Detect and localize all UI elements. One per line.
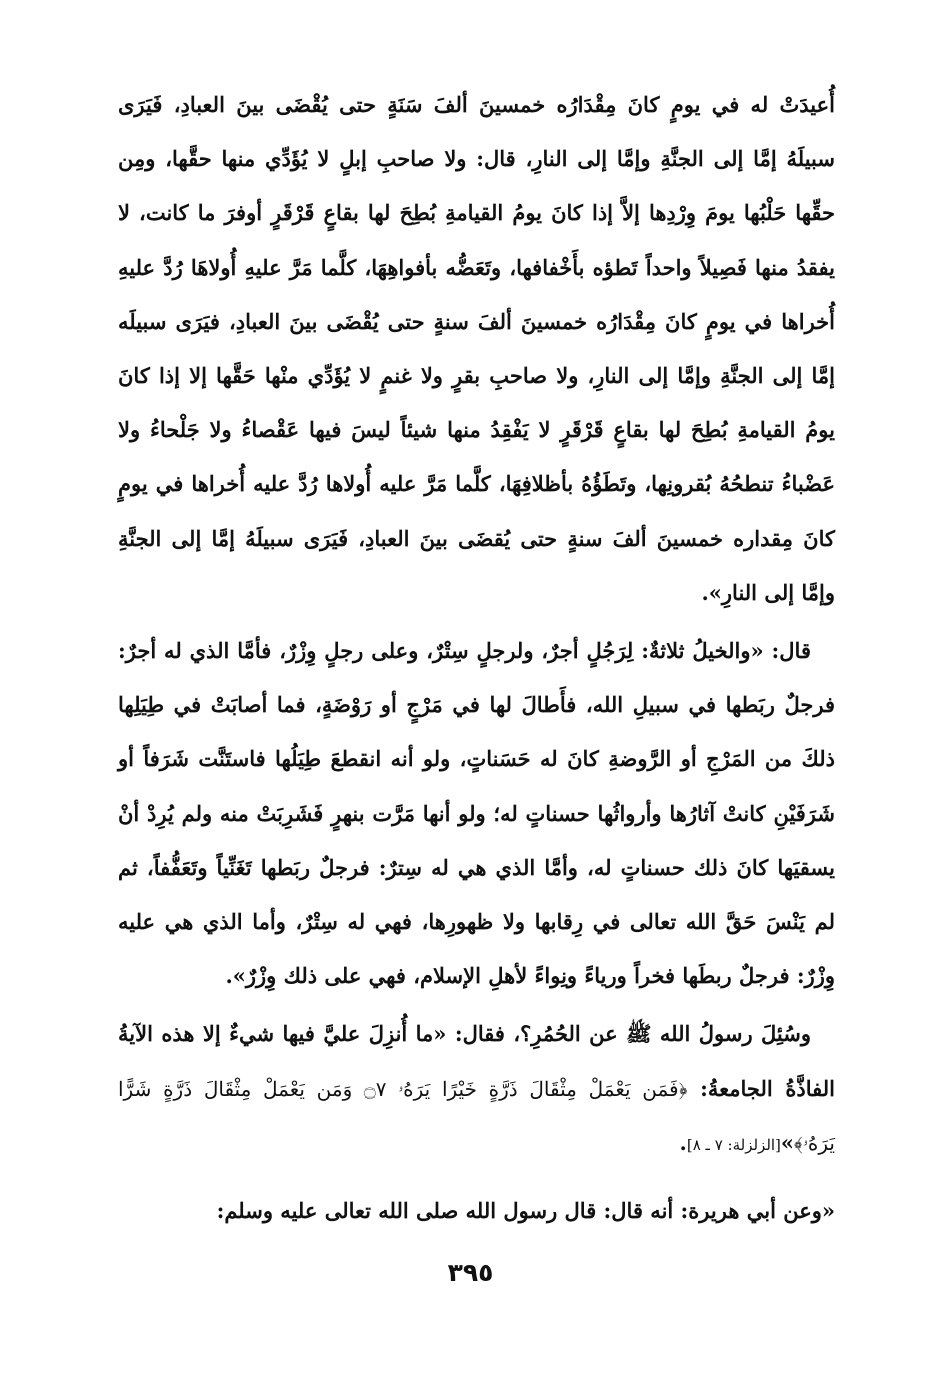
quran-verse: ﴿فَمَن يَعْمَلْ مِثْقَالَ ذَرَّةٍ خَيْرًا يَرَهُۥ ۝٧ وَمَن يَعْمَلْ مِثْقَالَ ذَرَّةٍ شَرًّا يَرَهُۥ﴾ bbox=[118, 1076, 835, 1155]
page-body bbox=[118, 78, 835, 1238]
paragraph-3-end: . bbox=[679, 1129, 687, 1155]
page-number: ٣٩٥ bbox=[447, 1258, 494, 1287]
verse-reference: [الزلزلة: ٧ ـ ٨] bbox=[686, 1135, 781, 1154]
paragraph-4: «وعن أبي هريرة: أنه قال: قال رسول الله صلى الله تعالى عليه وسلم: bbox=[216, 1198, 835, 1224]
paragraph-1: أُعيدَتْ له في يومٍ كانَ مِقْدَارُه خمسينَ ألفَ سَنَةٍ حتى يُقْضَى بينَ العبادِ، فَيَرَى سبيلَهُ إمَّا إلى الجنَّةِ وإمَّا إلى النارِ، قال: ولا صاحبِ إبلٍ لا يُؤَدِّي منها حقَّها، ومِن حقِّها حَلْبُها يومَ وِرْدِها إلاَّ إذا كانَ يومُ القيامةِ بُطِحَ لها بقاعٍ قَرْقَرٍ أوفرَ ما كانت، لا يفقدُ منها فَصِيلاً واحداً تَطؤه بأَخْفافها، وتَعَضُّه بأفواهِهَا، كلَّما مَرَّ عليهِ أُولاهَا رُدَّ عليهِ أُخراها في يومٍ كانَ مِقْدَارُه خمسينَ ألفَ سنةٍ حتى يُقْضَى بينَ العبادِ، فيَرَى سبيلَه إمَّا إلى الجنَّةِ وإمَّا إلى النارِ، ولا صاحبِ بقرٍ ولا غنمٍ لا يُؤَدِّي منْها حَقَّها إلا إذا كانَ يومُ القيامةِ بُطِحَ لها بقاعٍ قَرْقَرٍ لا يَفْقِدُ منها شيئاً ليسَ فيها عَقْصاءُ ولا جَلْحاءُ ولا عَضْباءُ تنطحُهُ بُقرونِها، وتَطَؤُهُ بأظلافِهَا، كلَّما مَرَّ عليه أُولاها رُدَّ عليه أُخراها في يومٍ كانَ مِقداره خمسينَ ألفَ سنةٍ حتى يُقضَى بينَ العبادِ، فَيَرَى سبيلَهُ إمَّا إلى الجنَّةِ وإمَّا إلى النارِ». bbox=[118, 92, 835, 605]
paragraph-2: قال: «والخيلُ ثلاثةٌ: لِرَجُلٍ أجرٌ، ولرجلٍ سِتْرٌ، وعلى رجلٍ وِزْرٌ، فأمَّا الذي له أجرٌ: فرجلٌ ربَطها في سبيلِ الله، فأَطالَ لها في مَرْجٍ أو رَوْضَةٍ، فما أصابَتْ في طِيَلِها ذلكَ من المَرْجِ أو الرَّوضةِ كانَ له حَسَناتٍ، ولو أنه انقطعَ طِيَلُها فاستَنَّت شَرَفاً أو شَرَفَيْنِ كانتْ آثارُها وأرواثُها حسناتٍ له؛ ولو أنها مَرَّت بنهرٍ فَشَرِبَتْ منه ولم يُرِدْ أنْ يسقيَها كانَ ذلك حسناتٍ له، وأمَّا الذي هي له سِترٌ: فرجلٌ ربَطها تَغَنِّياً وتَعَفُّفاً، ثم لم يَنْسَ حَقَّ الله تعالى في رِقابها ولا ظهورِها، فهي له سِتْرٌ، وأما الذي هي عليه وِزْرٌ: فرجلٌ ربطَها فخراً ورياءً ونِواءً لأهلِ الإسلام، فهي على ذلك وِزْرٌ». bbox=[118, 638, 835, 989]
paragraph-3 bbox=[118, 1007, 835, 1172]
paragraph-3-text: وسُئِلَ رسولُ الله ﷺ عن الحُمُرِ؟، فقال: «ما أُنزِلَ عليَّ فيها شيءٌ إلا هذه الآيةُ الفاذَّةُ الجامعةُ: bbox=[118, 1021, 835, 1101]
paragraph-3-close-quote: » bbox=[780, 1129, 795, 1155]
